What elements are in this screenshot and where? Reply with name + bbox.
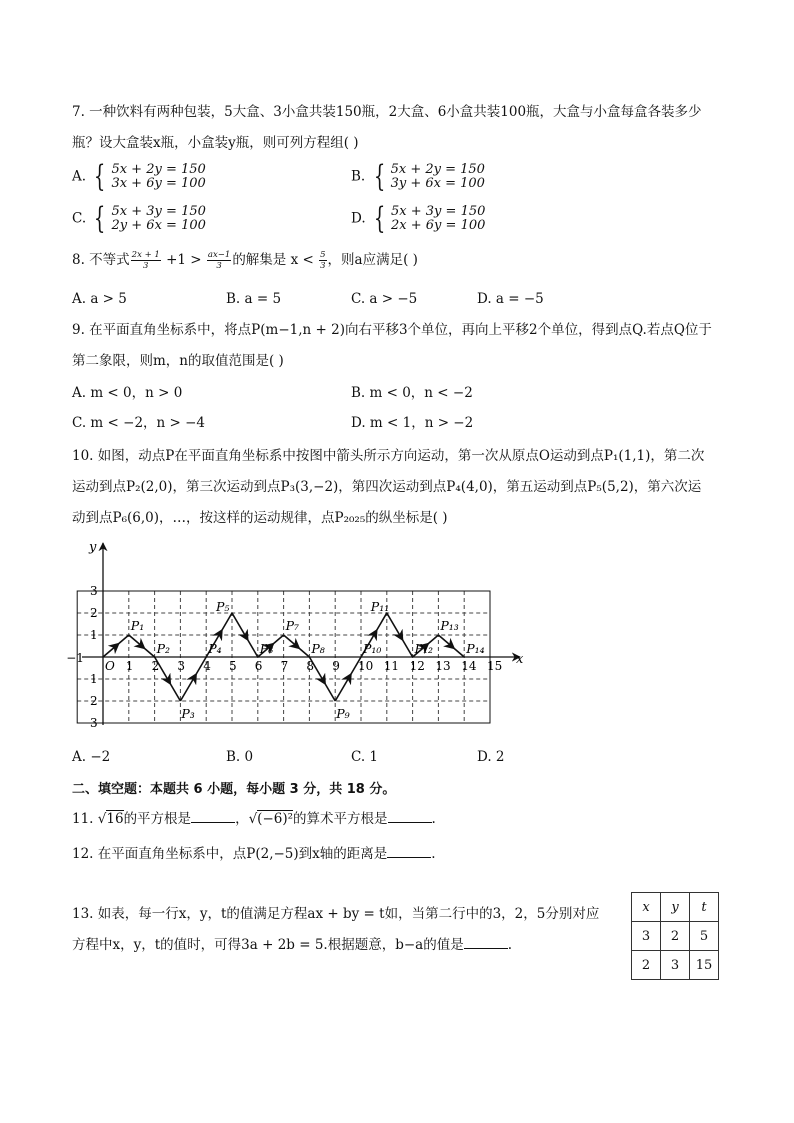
path-segment-arrow [103,643,119,657]
q8-mid1: +1 > [161,252,206,268]
path-segment-arrow [284,635,300,649]
q7-option-d[interactable] [351,201,486,236]
path-segment-arrow [387,613,403,640]
table-header-cell: y [661,893,690,922]
section-header: 二、填空题：本题共 6 小题，每小题 3 分，共 18 分。 [72,782,396,797]
x-tick-label: 1 [125,659,134,673]
x-tick-label: 12 [409,659,425,673]
point-label: P₂ [156,641,171,656]
equation: 3x + 6y = 100 [111,176,206,191]
q7-option-c[interactable] [72,201,206,236]
q11-mid: 的平方根是 [123,811,192,827]
option-label: B. [351,168,366,185]
point-label: P₆ [259,641,274,656]
path-segment [145,649,155,657]
radicand: (−6)² [257,811,294,827]
point-label: P₅ [216,599,230,614]
x-tick-label: 13 [435,659,451,673]
q9-line1: 9. 在平面直角坐标系中，将点P(m−1,n + 2)向右平移3个单位，再向上平移2个单位，得到点Q.若点Q位于 [72,322,712,338]
table-row [632,922,719,951]
q12-end: . [431,846,436,862]
option-label: A. [72,168,87,185]
q13-end: . [507,937,513,953]
q9-option-c[interactable]: C. m < −2，n > −4 [72,415,206,431]
y-tick-label: 2 [90,606,98,620]
y-tick-label: 2 [90,694,98,708]
path-segment [300,649,310,657]
table-header-cell: x [632,893,661,922]
sqrt-icon: √ [248,811,258,827]
equation: 2y + 6x = 100 [111,218,206,233]
point-label: P₃ [181,706,195,721]
answer-blank[interactable] [191,808,235,823]
equation: 5x + 2y = 150 [390,162,485,177]
table-header-row [632,893,719,922]
table-cell: 5 [690,922,719,951]
point-label: P₁₀ [363,641,382,656]
path-segment [454,649,464,657]
q8-mid2: 的解集是 x < [232,252,319,268]
path-segment-arrow [335,674,351,701]
path-segment-arrow [180,674,196,701]
origin-label: O [105,659,115,673]
q10-line2: 运动到点P₂(2,0)，第三次运动到点P₃(3,−2)，第四次运动到点P₄(4,0)，第五运动到点P₅(5,2)，第六次运 [72,479,702,495]
table-cell: 3 [632,922,661,951]
q10-option-b[interactable]: B. 0 [226,749,254,765]
brace-icon: { [94,201,106,236]
point-label: P₁₁ [370,599,390,614]
path-segment [325,684,335,701]
q10-line3: 动到点P₆(6,0)，…，按这样的运动规律，点P₂₀₂₅的纵坐标是( ) [72,510,448,526]
equation: 5x + 3y = 150 [111,204,206,219]
x-tick-label: 2 [151,659,160,673]
x-tick-label: 4 [203,659,211,673]
x-tick-label: 6 [254,659,263,673]
numerator: 2x + 1 [131,250,160,260]
equation: 5x + 2y = 150 [111,162,206,177]
q12-text: 12. 在平面直角坐标系中，点P(2,−5)到x轴的距离是 [72,846,388,862]
fraction [319,250,326,271]
q11-stem [72,808,436,829]
path-segment-arrow [438,635,454,649]
equation: 5x + 3y = 150 [391,204,486,219]
path-segment-arrow [232,613,248,640]
brace-icon: { [373,201,386,236]
q9-line2: 第二象限，则m，n的取值范围是( ) [72,353,284,369]
q9-option-b[interactable]: B. m < 0，n < −2 [351,385,473,401]
q8-suffix: ，则a应满足( ) [327,252,418,268]
point-label: P₉ [336,706,350,721]
point-label: P₄ [208,641,222,656]
point-label: P₈ [311,641,325,656]
brace-icon: { [94,159,106,194]
q7-option-b[interactable] [351,159,485,194]
table-cell: 2 [632,951,661,980]
q11-end: . [431,811,436,827]
x-tick-label: 15 [487,659,503,673]
x-tick-label: 7 [280,659,289,673]
radicand: 16 [106,811,124,827]
answer-blank[interactable] [464,934,508,949]
path-segment [248,640,258,657]
fraction [131,250,161,271]
q8-option-b[interactable]: B. a = 5 [226,291,282,307]
sqrt-icon: √ [97,811,107,827]
point-label: P₁₃ [440,618,459,633]
x-tick-label: 10 [358,659,374,673]
value-table [631,892,719,980]
path-segment-arrow [129,635,145,649]
y-tick-label: 1 [90,628,98,642]
point-label: P₁₂ [414,641,434,656]
path-segment [119,635,129,643]
numerator: 5 [320,250,326,260]
point-label: P₁ [130,618,145,633]
q8-option-c[interactable]: C. a > −5 [351,291,418,307]
table-row [632,951,719,980]
equation-system [370,159,485,194]
q11-prefix: 11. [72,811,98,827]
table-cell: 15 [690,951,719,980]
q11-mid2: 的算术平方根是 [293,811,388,827]
y-tick-label: 3 [90,716,98,730]
brace-icon: { [373,159,385,194]
point-label: P₇ [285,618,300,633]
x-tick-label: −1 [66,651,84,665]
equation: 3y + 6x = 100 [390,176,485,191]
path-segment [377,613,387,630]
path-segment [222,613,232,630]
axes [82,543,520,725]
equation-system [90,159,206,194]
x-tick-label: 8 [306,659,315,673]
answer-blank[interactable] [387,843,431,858]
table-cell: 2 [661,922,690,951]
q9-option-d[interactable]: D. m < 1，n > −2 [351,415,474,431]
y-axis-label: y [89,540,97,555]
denominator: 3 [143,261,149,271]
q13-line2: 方程中x，y，t的值时，可得3a + 2b = 5.根据题意，b−a的值是 [72,937,464,953]
q8-prefix: 8. 不等式 [72,252,130,268]
y-tick-label: 1 [90,672,98,686]
fraction [207,250,231,271]
q7-line1: 7. 一种饮料有两种包装，5大盒、3小盒共装150瓶，2大盒、6小盒共装100瓶，大盒与小盒每盒各装多少 [72,104,702,120]
q10-option-d[interactable]: D. 2 [477,749,505,765]
q12-stem [72,843,436,864]
path-segment [171,684,181,701]
option-label: D. [351,210,366,227]
q7-option-a[interactable] [72,159,206,194]
equation: 2x + 6y = 100 [391,218,486,233]
denominator: 3 [320,261,326,271]
denominator: 3 [216,261,222,271]
path-segment [274,635,284,643]
equation-system [90,201,206,236]
q11-sep: ， [235,811,249,827]
x-tick-label: 11 [383,659,400,673]
x-tick-label: 5 [229,659,237,673]
q10-line1: 10. 如图，动点P在平面直角坐标系中按图中箭头所示方向运动，第一次从原点O运动到点P₁(1,1)，第二次 [72,448,705,464]
q7-line2: 瓶？设大盒装x瓶，小盒装y瓶，则可列方程组( ) [72,135,359,151]
q8-option-a[interactable]: A. a > 5 [72,291,127,307]
q10-option-a[interactable]: A. −2 [72,749,111,765]
answer-blank[interactable] [388,808,432,823]
path-segment [403,640,413,657]
coordinate-figure [60,535,550,735]
q8-stem [72,250,418,271]
q13-line1: 13. 如表，每一行x，y，t的值满足方程ax + by = t如，当第二行中的3，2，5分别对应 [72,906,600,922]
x-tick-label: 3 [177,659,186,673]
table-header-cell: t [690,893,719,922]
numerator: ax−1 [207,250,231,260]
option-label: C. [72,210,87,227]
equation-system [370,201,486,236]
x-tick-label: 14 [461,659,477,673]
q13-line2-wrap [72,934,512,955]
table-cell: 3 [661,951,690,980]
y-tick-label: 3 [90,584,98,598]
x-tick-label: 9 [332,659,340,673]
q9-option-a[interactable]: A. m < 0，n > 0 [72,385,183,401]
point-label: P₁₄ [466,641,485,656]
q8-option-d[interactable]: D. a = −5 [477,291,544,307]
x-axis-label: x [516,652,524,667]
q10-option-c[interactable]: C. 1 [351,749,379,765]
